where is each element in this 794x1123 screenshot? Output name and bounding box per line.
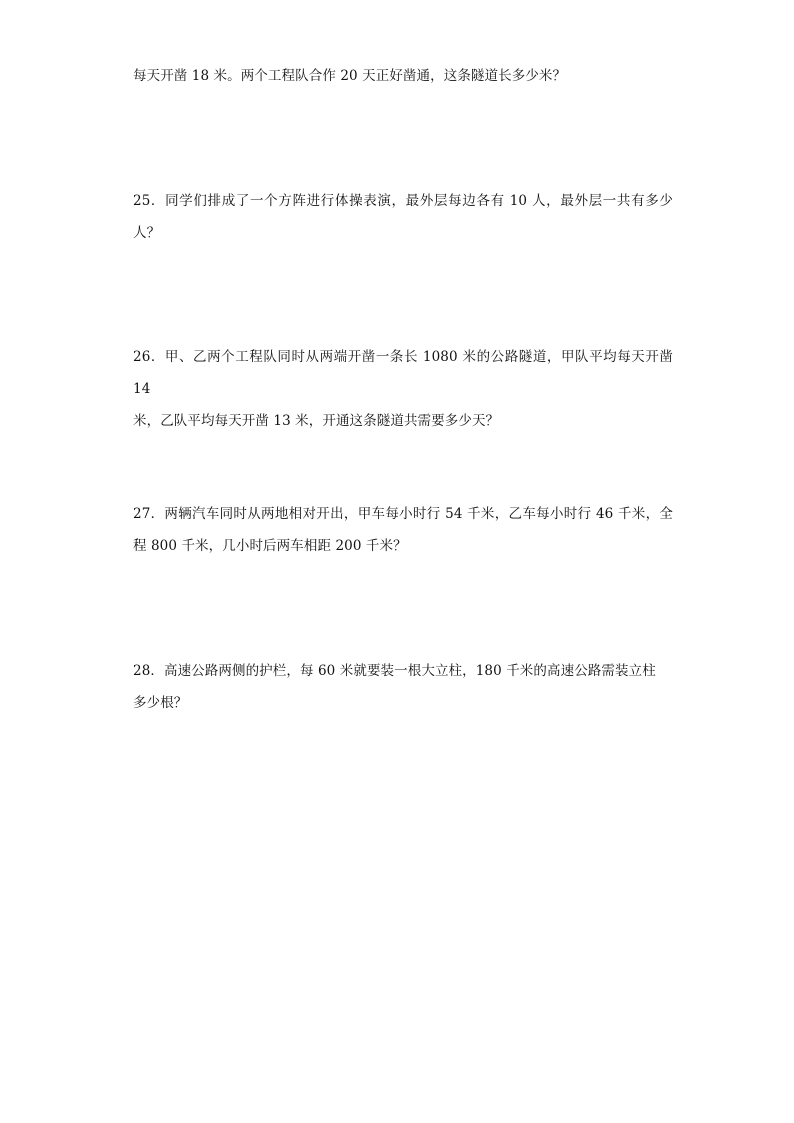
question-line: 米，乙队平均每天开凿 13 米，开通这条隧道共需要多少天？ — [133, 413, 500, 429]
question-line: 25．同学们排成了一个方阵进行体操表演，最外层每边各有 10 人，最外层一共有多少 — [133, 193, 673, 209]
question-line: 26．甲、乙两个工程队同时从两端开凿一条长 1080 米的公路隧道，甲队平均每天开凿 14 — [133, 349, 673, 397]
question-line: 每天开凿 18 米。两个工程队合作 20 天正好凿通，这条隧道长多少米？ — [133, 68, 567, 84]
question-line: 27．两辆汽车同时从两地相对开出，甲车每小时行 54 千米，乙车每小时行 46 千米，全 — [133, 506, 673, 522]
question-28 — [133, 655, 673, 719]
question-line: 28．高速公路两侧的护栏，每 60 米就要装一根大立柱，180 千米的高速公路需装立柱 — [133, 663, 656, 679]
question-24-continuation — [133, 60, 673, 92]
question-25 — [133, 185, 673, 249]
question-line: 程 800 千米，几小时后两车相距 200 千米？ — [133, 538, 407, 554]
question-line: 多少根？ — [133, 695, 188, 711]
question-27 — [133, 498, 673, 562]
question-26 — [133, 341, 673, 437]
question-line: 人？ — [133, 225, 161, 241]
